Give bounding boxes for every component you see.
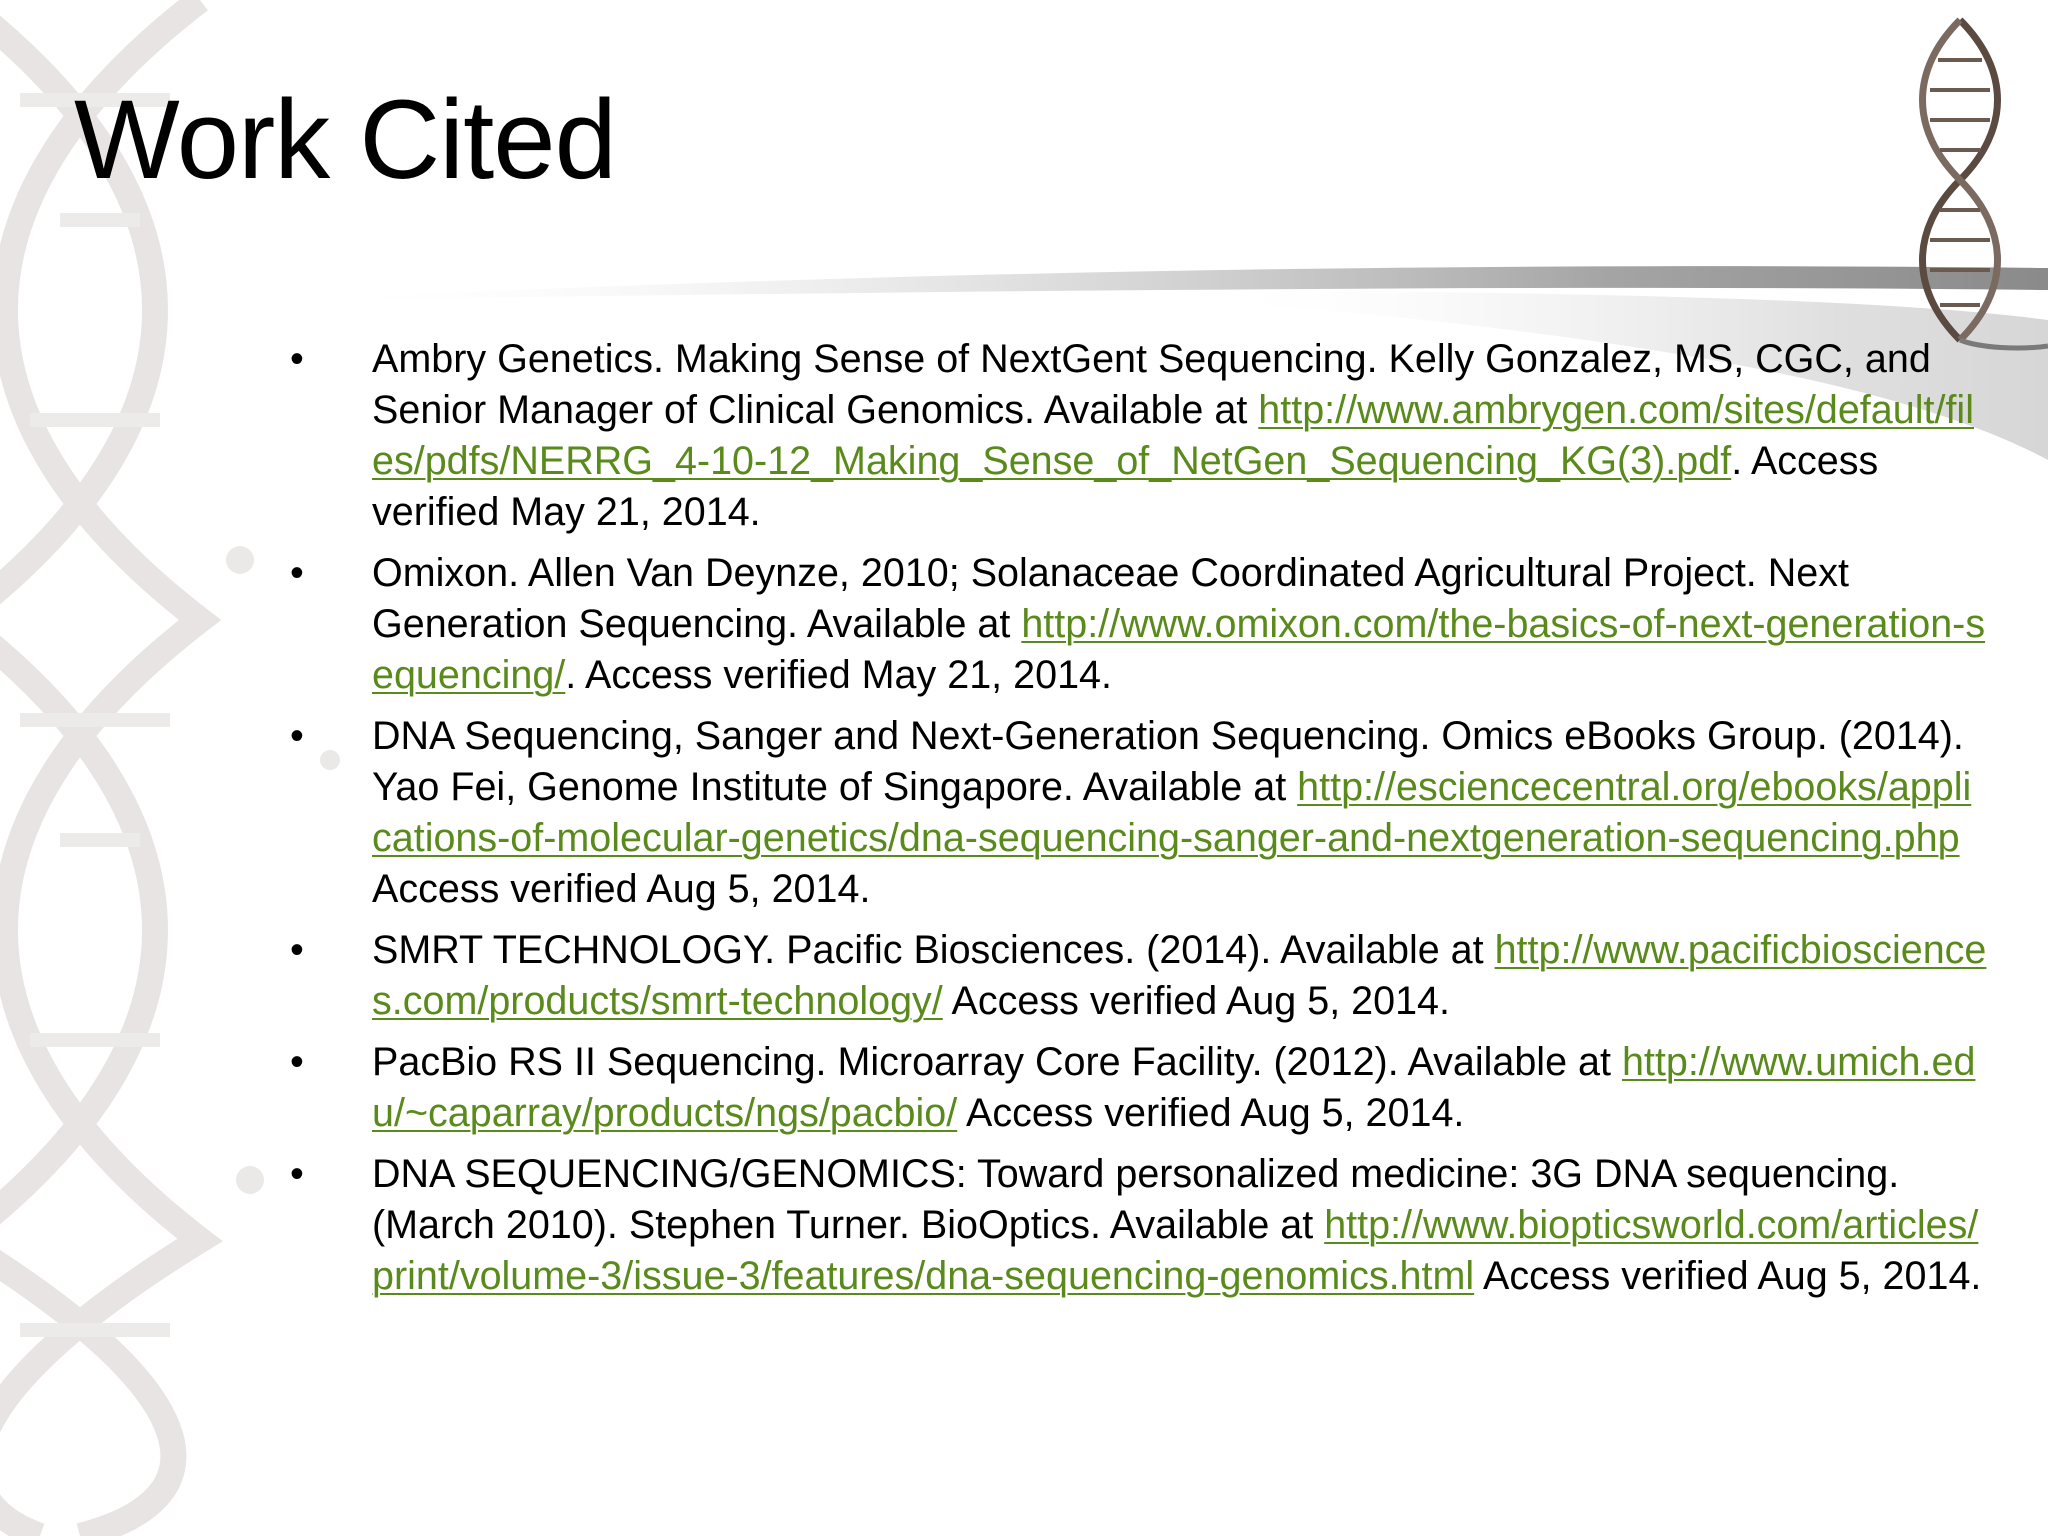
references-list bbox=[290, 334, 1990, 1312]
reference-item bbox=[290, 1149, 1990, 1302]
reference-access-note: . Access verified May 21, 2014. bbox=[372, 439, 1879, 534]
bullet-marker: • bbox=[290, 928, 304, 972]
reference-link[interactable]: http://www.ambrygen.com/sites/default/files/pdfs/NERRG_4-10-12_Making_Sense_of_NetGen_Sequencing_KG(3).pdf bbox=[372, 388, 1974, 483]
reference-access-note: Access verified Aug 5, 2014. bbox=[1474, 1254, 1982, 1298]
reference-access-note: . Access verified May 21, 2014. bbox=[565, 653, 1112, 697]
reference-text: Omixon. Allen Van Deynze, 2010; Solanaceae Coordinated Agricultural Project. Next Generation Sequencing. Available at bbox=[372, 551, 1849, 646]
bullet-marker: • bbox=[290, 714, 304, 758]
reference-item bbox=[290, 334, 1990, 538]
reference-item bbox=[290, 925, 1990, 1027]
bullet-marker: • bbox=[290, 551, 304, 595]
reference-text: PacBio RS II Sequencing. Microarray Core Facility. (2012). Available at bbox=[372, 1040, 1622, 1084]
bullet-marker: • bbox=[290, 1040, 304, 1084]
slide-title: Work Cited bbox=[74, 77, 616, 202]
reference-item bbox=[290, 548, 1990, 701]
reference-text: DNA Sequencing, Sanger and Next-Generation Sequencing. Omics eBooks Group. (2014). Yao Fei, Genome Institute of Singapore. Available at bbox=[372, 714, 1964, 809]
reference-item bbox=[290, 1037, 1990, 1139]
reference-link[interactable]: http://esciencecentral.org/ebooks/applications-of-molecular-genetics/dna-sequencing-sanger-and-nextgeneration-sequencing.php bbox=[372, 765, 1972, 860]
reference-access-note: Access verified Aug 5, 2014. bbox=[957, 1091, 1465, 1135]
reference-link[interactable]: http://www.biopticsworld.com/articles/print/volume-3/issue-3/features/dna-sequencing-genomics.html bbox=[372, 1203, 1979, 1298]
reference-access-note: Access verified Aug 5, 2014. bbox=[372, 867, 871, 911]
reference-link[interactable]: http://www.pacificbiosciences.com/products/smrt-technology/ bbox=[372, 928, 1987, 1023]
reference-text: DNA SEQUENCING/GENOMICS: Toward personalized medicine: 3G DNA sequencing. (March 2010). Stephen Turner. BioOptics. Available at bbox=[372, 1152, 1900, 1247]
reference-link[interactable]: http://www.omixon.com/the-basics-of-next-generation-sequencing/ bbox=[372, 602, 1986, 697]
dna-helix-icon bbox=[1900, 10, 2048, 370]
reference-text: SMRT TECHNOLOGY. Pacific Biosciences. (2014). Available at bbox=[372, 928, 1495, 972]
reference-access-note: Access verified Aug 5, 2014. bbox=[942, 979, 1450, 1023]
reference-text: Ambry Genetics. Making Sense of NextGent Sequencing. Kelly Gonzalez, MS, CGC, and Senior Manager of Clinical Genomics. Available at bbox=[372, 337, 1931, 432]
bullet-marker: • bbox=[290, 337, 304, 381]
reference-link[interactable]: http://www.umich.edu/~caparray/products/ngs/pacbio/ bbox=[372, 1040, 1976, 1135]
bullet-marker: • bbox=[290, 1152, 304, 1196]
reference-item bbox=[290, 711, 1990, 915]
